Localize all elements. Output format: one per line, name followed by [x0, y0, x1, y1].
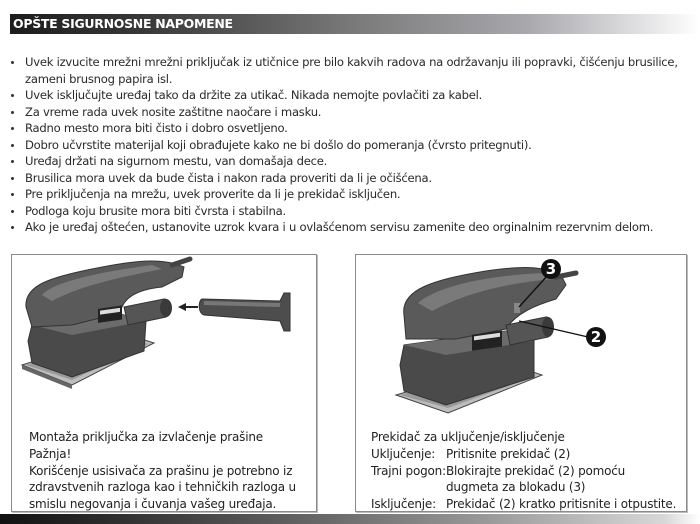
switch-row-continuous — [371, 463, 676, 480]
callout-3-lock-button: 3 — [541, 259, 561, 279]
row-label: Isključenje: — [371, 497, 436, 512]
switch-caption-title: Prekidač za uključenje/isključenje — [371, 430, 565, 444]
caption-text: Korišćenje usisivača za prašinu je potrebno iz — [29, 463, 293, 478]
switch-row-off — [371, 496, 676, 513]
row-value: Blokirajte prekidač (2) pomoću — [446, 463, 626, 478]
footer-gradient-bar — [0, 514, 700, 524]
switch-row-on — [371, 446, 676, 463]
list-item: Uvek isključujte uređaj tako da držite za utikač. Nikada nemojte povlačiti za kabel. — [9, 87, 689, 104]
list-item: Uređaj držati na sigurnom mestu, van domašaja dece. — [9, 153, 689, 170]
safety-notes-list — [9, 54, 689, 236]
caption-warning: Pažnja! — [29, 446, 72, 461]
list-item: Ako je uređaj oštećen, ustanovite uzrok kvara i u ovlašćenom servisu zamenite deo orginalnim rezervnim delom. — [9, 219, 689, 236]
list-item: Za vreme rada uvek nosite zaštitne naočare i masku. — [9, 104, 689, 121]
list-item: Podloga koju brusite mora biti čvrsta i stabilna. — [9, 203, 689, 220]
sander-with-dust-adapter-illustration — [12, 255, 316, 415]
row-label — [371, 479, 446, 496]
sander-switch-illustration — [356, 255, 686, 415]
row-label: Uključenje: — [371, 446, 436, 461]
switch-panel — [355, 254, 687, 512]
callout-2-switch: 2 — [586, 327, 606, 347]
section-header-bar — [10, 14, 700, 34]
list-item: Radno mesto mora biti čisto i dobro osvetljeno. — [9, 120, 689, 137]
list-item: Uvek izvucite mrežni mrežni priključak iz utičnice pre bilo kakvih radova na održavanju ili popravki, čišćenju brusilice, zameni brusnog papira isl. — [9, 54, 689, 87]
list-item: Dobro učvrstite materijal koji obrađujete kako ne bi došlo do pomeranja (čvrsto pritegnuti). — [9, 137, 689, 154]
list-item: Pre priključenja na mrežu, uvek proverite da li je prekidač isključen. — [9, 186, 689, 203]
row-value: Pritisnite prekidač (2) — [446, 446, 571, 461]
section-title: OPŠTE SIGURNOSNE NAPOMENE — [13, 16, 233, 31]
dust-extraction-panel — [11, 254, 317, 512]
list-item: Brusilica mora uvek da bude čista i nakon rada proveriti da li je očišćena. — [9, 170, 689, 187]
caption-title: Montaža priključka za izvlačenje prašine — [29, 430, 263, 444]
switch-caption — [371, 429, 676, 513]
dust-extraction-caption — [29, 429, 296, 513]
row-value: Prekidač (2) kratko pritisnite i otpustite. — [446, 497, 677, 512]
caption-text: smislu negovanja i čuvanja vašeg uređaja. — [29, 497, 277, 512]
row-value: dugmeta za blokadu (3) — [446, 480, 586, 495]
caption-text: zdravstvenih razloga kao i tehničkih razloga u — [29, 480, 296, 495]
switch-row-continuous-cont — [371, 479, 676, 496]
row-label: Trajni pogon: — [371, 463, 446, 478]
